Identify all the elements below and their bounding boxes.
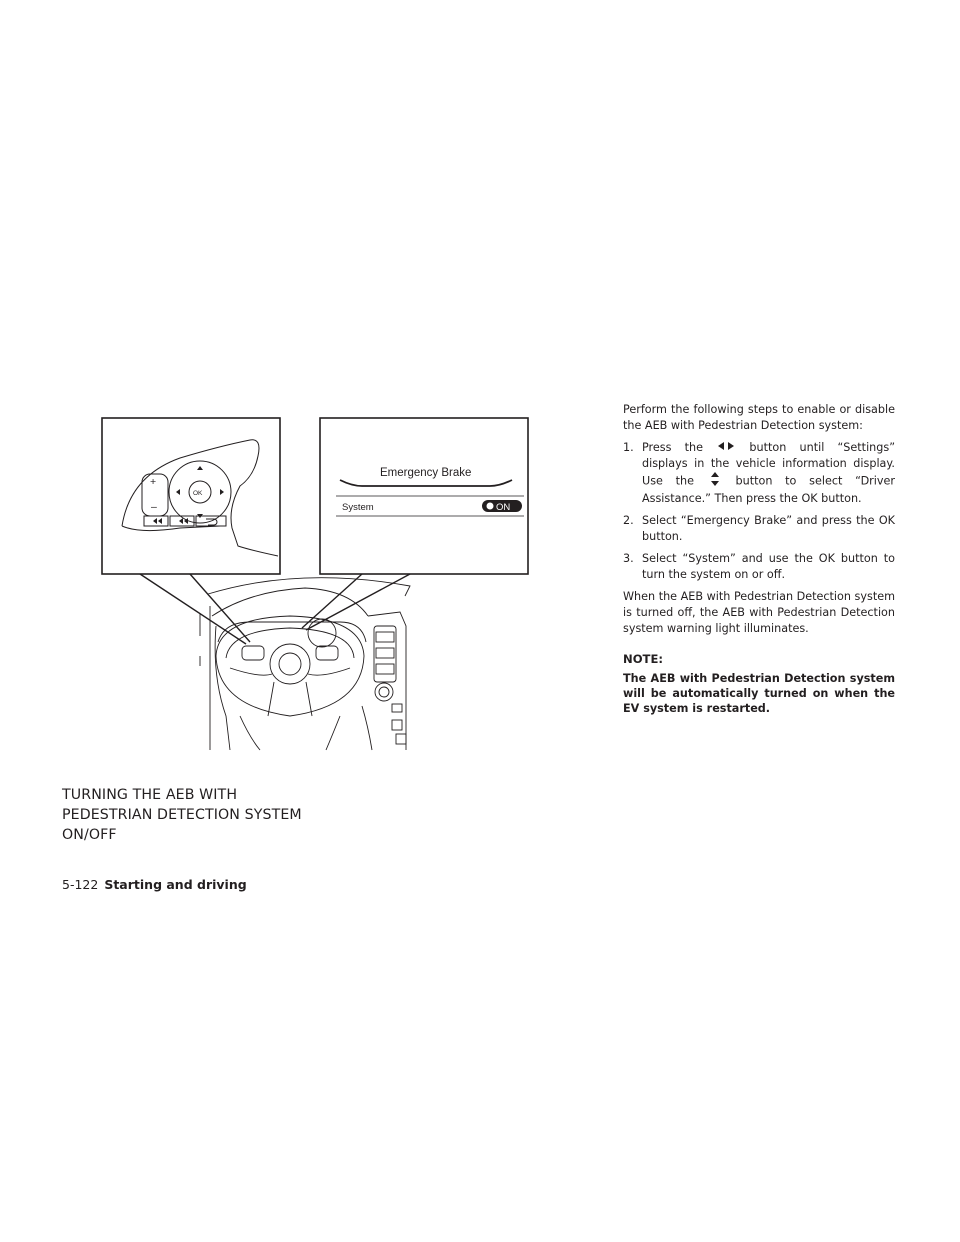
step-text: Select “Emergency Brake” and press the OK button. — [642, 514, 895, 543]
chapter-title: Starting and driving — [104, 877, 247, 892]
step-text: Select “System” and use the OK button to turn the system on or off. — [642, 552, 895, 581]
steering-switch-callout — [102, 418, 280, 574]
section-title — [62, 785, 352, 845]
display-toggle-text: ON — [496, 502, 511, 513]
display-callout — [320, 418, 528, 574]
step-1 — [623, 440, 895, 507]
step-3 — [623, 551, 895, 583]
intro-paragraph: Perform the following steps to enable or disable the AEB with Pedestrian Detection system: — [623, 403, 895, 432]
steering-wheel-illustration — [100, 416, 530, 756]
up-down-arrows-icon — [707, 472, 723, 491]
section-title-line: TURNING THE AEB WITH — [62, 787, 238, 803]
note-text: The AEB with Pedestrian Detection system will be automatically turned on when the EV system is restarted. — [623, 672, 895, 715]
dashboard-sketch — [200, 578, 410, 750]
plus-icon: + — [150, 476, 157, 488]
step-number: 3. — [623, 552, 634, 565]
minus-icon: – — [151, 501, 157, 513]
step-text: button to select “Driver Assistance.” Then press the OK button. — [642, 474, 895, 505]
display-title: Emergency Brake — [380, 467, 472, 479]
step-text: button until “Settings” displays in the vehicle information display. Use the — [642, 441, 895, 488]
instructions-column — [623, 402, 895, 722]
section-title-line: ON/OFF — [62, 827, 117, 843]
left-right-arrows-icon — [716, 440, 736, 456]
switch-ok-label: OK — [193, 490, 203, 497]
step-text: Press the — [642, 441, 704, 454]
step-number: 1. — [623, 441, 634, 454]
step-number: 2. — [623, 514, 634, 527]
section-title-line: PEDESTRIAN DETECTION SYSTEM — [62, 807, 302, 823]
note-heading: NOTE: — [623, 652, 664, 666]
page-footer — [62, 877, 247, 892]
step-2 — [623, 513, 895, 545]
display-row-label: System — [342, 502, 374, 513]
warning-light-paragraph: When the AEB with Pedestrian Detection system is turned off, the AEB with Pedestrian Detection system warning light illuminates. — [623, 590, 895, 635]
figure-aeb-controls — [100, 416, 530, 756]
page-number: 5-122 — [62, 877, 99, 892]
